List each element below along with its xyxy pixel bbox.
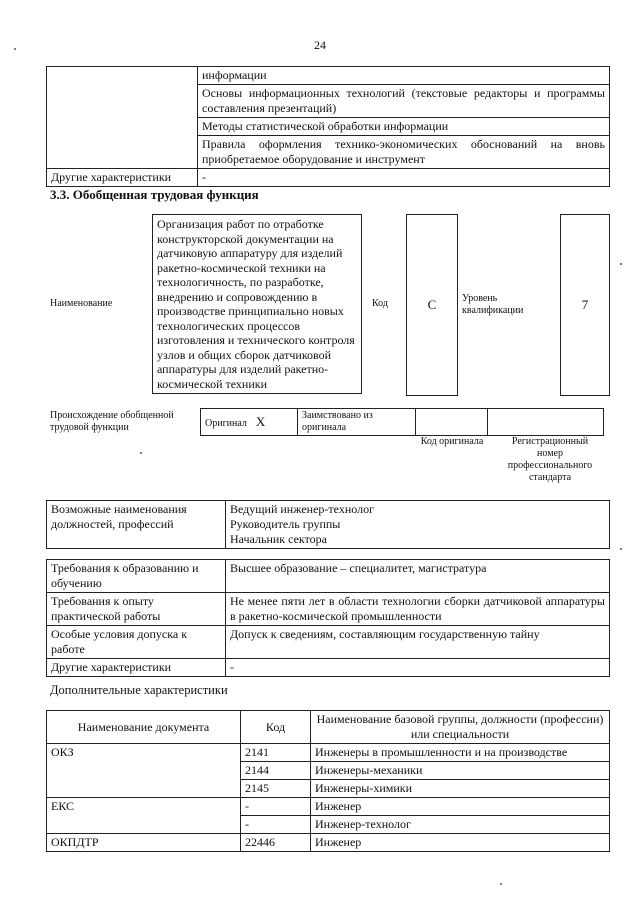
requirement-label: Требования к образованию и обучению [47,560,226,593]
original-mark: X [255,414,266,429]
knowledge-table [46,66,610,187]
code-value-box [406,214,458,396]
header-document: Наименование документа [47,711,241,744]
function-name-box: Организация работ по отработке конструкторской документации на датчиковую аппаратуру для изделий ракетно-космической техники на технологичность, по разработке, внедрению и сопровождению в производстве принципиально новых технологических процессов изготовления и технического контроля узлов и общих сборок датчиковой аппаратуры для изделий ракетно-космической техники [152,214,362,394]
level-label: Уровень квалификации [462,293,524,316]
other-characteristics-value: - [198,169,610,187]
code-label: Код [372,298,388,309]
positions-values [226,501,610,549]
reg-number-cell [488,409,604,436]
position-item: Начальник сектора [230,532,327,546]
scan-speck [620,548,622,550]
doc-cell: ОКПДТР [47,834,241,852]
original-cell [201,409,298,436]
name-cell: Инженеры-химики [311,780,610,798]
table-cell: Правила оформления технико-экономических обоснований на вновь приобретаемое оборудование и инструмент [198,136,610,169]
requirement-value: Не менее пяти лет в области технологии сборки датчиковой аппаратуры в ракетно-космической промышленности [226,593,610,626]
section-title: 3.3. Обобщенная трудовая функция [50,187,259,202]
requirement-value: - [226,659,610,677]
table-row [47,67,610,85]
requirement-value: Допуск к сведениям, составляющим государственную тайну [226,626,610,659]
page-number: 24 [314,38,326,52]
name-cell: Инженеры-механики [311,762,610,780]
table-row [201,409,604,436]
additional-table [46,710,610,852]
scan-speck [500,883,502,885]
table-cell: Методы статистической обработки информации [198,118,610,136]
table-cell: информации [198,67,610,85]
table-header-row [47,711,610,744]
table-row [47,560,610,593]
code-cell: 2145 [241,780,311,798]
code-cell: 22446 [241,834,311,852]
positions-table [46,500,610,549]
table-row [47,626,610,659]
code-cell: 2141 [241,744,311,762]
requirements-table [46,559,610,677]
position-item: Руководитель группы [230,517,341,531]
requirement-label: Другие характеристики [47,659,226,677]
level-value: 7 [581,297,589,312]
positions-label: Возможные наименования должностей, профессий [47,501,226,549]
name-label: Наименование [50,298,113,309]
reg-caption: Регистрационный номер профессионального стандарта [507,436,593,483]
requirement-value: Высшее образование – специалитет, магистратура [226,560,610,593]
table-row [47,744,610,762]
name-cell: Инженер [311,798,610,816]
header-name: Наименование базовой группы, должности (профессии) или специальности [311,711,610,744]
other-characteristics-label: Другие характеристики [47,169,198,187]
requirement-label: Требования к опыту практической работы [47,593,226,626]
code-cell: - [241,798,311,816]
table-row [47,501,610,549]
scan-speck [14,48,16,50]
position-item: Ведущий инженер-технолог [230,502,374,516]
name-cell: Инженер-технолог [311,816,610,834]
code-cell: 2144 [241,762,311,780]
scan-speck [620,263,622,265]
scan-speck [140,452,142,454]
code-cell: - [241,816,311,834]
table-cell: Основы информационных технологий (текстовые редакторы и программы составления презентаций) [198,85,610,118]
name-cell: Инженеры в промышленности и на производстве [311,744,610,762]
additional-title: Дополнительные характеристики [50,683,228,697]
doc-cell: ОКЗ [47,744,241,798]
table-row [47,798,610,816]
table-row [47,593,610,626]
requirement-label: Особые условия допуска к работе [47,626,226,659]
code-value: C [427,297,437,312]
level-value-box [560,214,610,396]
table-row [47,834,610,852]
origin-table [200,408,604,436]
borrowed-label: Заимствовано из оригинала [298,409,416,436]
table-row [47,169,610,187]
code-caption: Код оригинала [420,436,484,447]
header-code: Код [241,711,311,744]
name-cell: Инженер [311,834,610,852]
doc-cell: ЕКС [47,798,241,834]
original-label: Оригинал [205,418,247,429]
original-code-cell [416,409,488,436]
origin-label: Происхождение обобщенной трудовой функции [50,410,174,433]
table-row [47,659,610,677]
